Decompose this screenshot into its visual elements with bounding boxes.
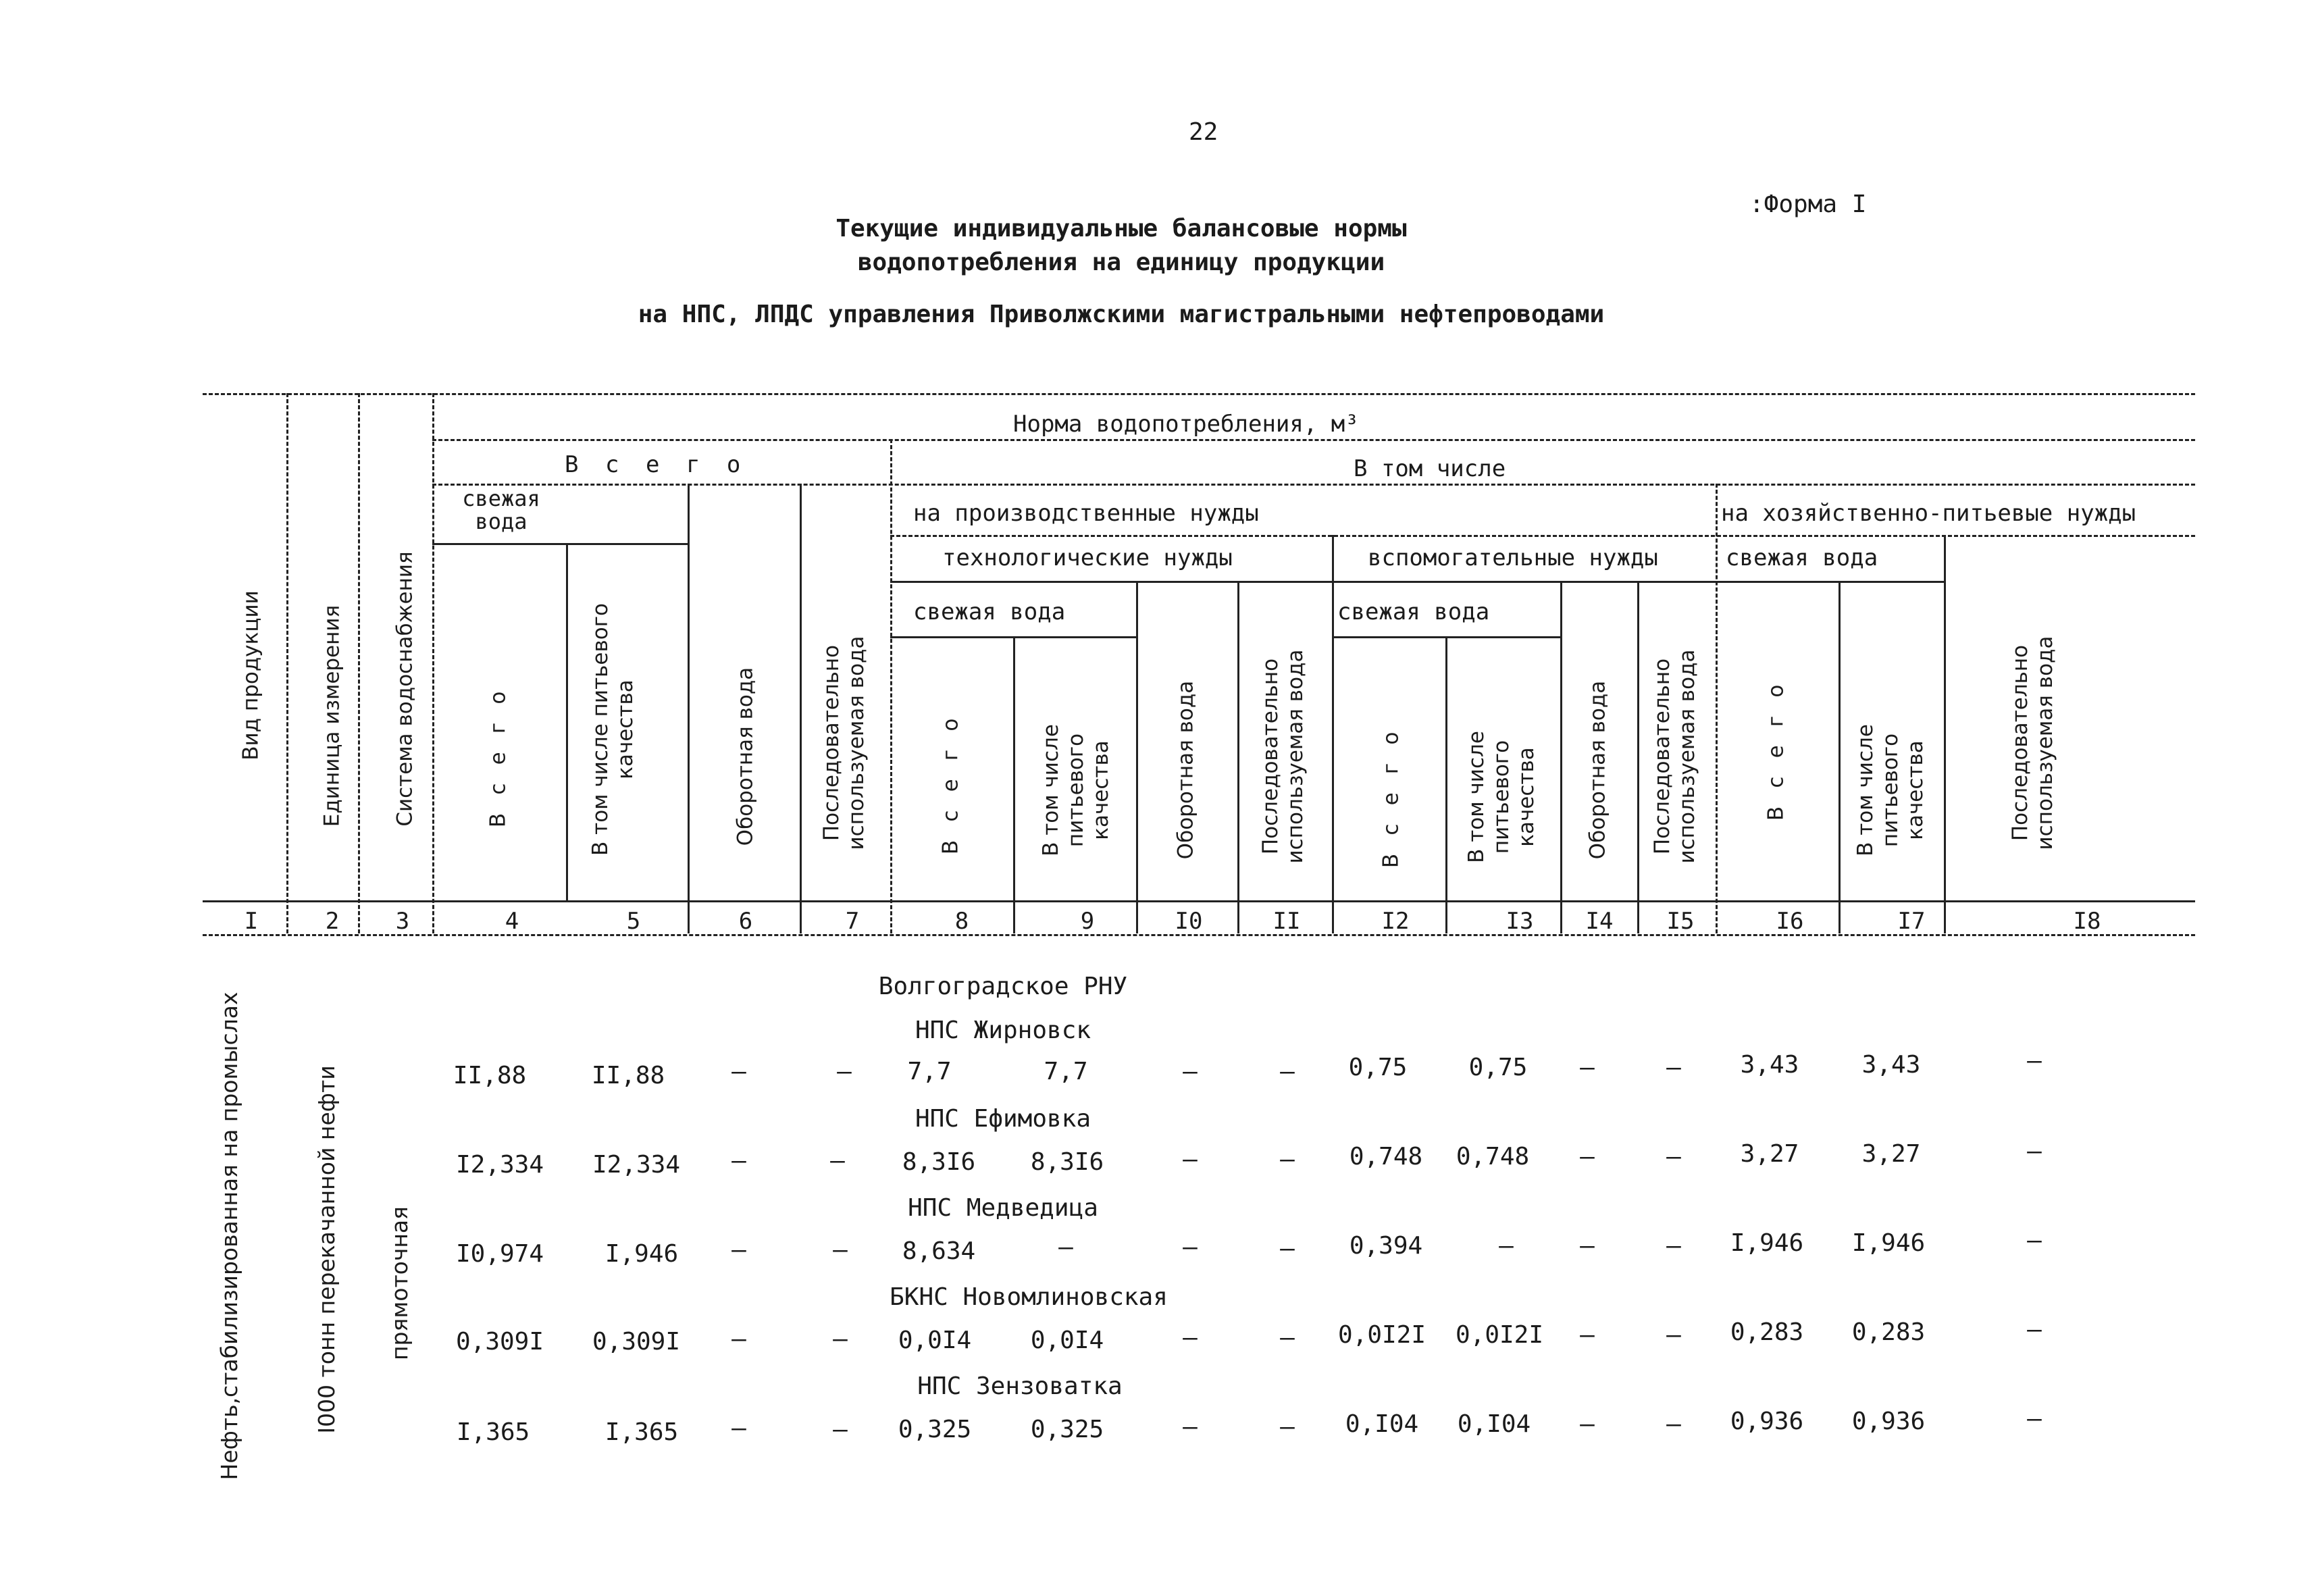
vline-3: [432, 393, 434, 933]
cell-aux-total: 0,748: [1349, 1143, 1423, 1170]
cell-tech-potable: 7,7: [1044, 1058, 1088, 1085]
cell-aux-recycled: –: [1580, 1232, 1595, 1260]
cell-potable: 0,309I: [592, 1328, 681, 1356]
col-sequential-4-header: Последовательно используемая вода: [2007, 636, 2057, 850]
vline-10: [1237, 581, 1239, 933]
cell-tech-total: 7,7: [907, 1058, 952, 1085]
vline-14: [1637, 581, 1639, 933]
vline-4: [566, 543, 568, 901]
cell-tech-sequential: –: [1280, 1324, 1295, 1352]
cell-tech-potable: 8,3I6: [1030, 1148, 1104, 1176]
cell-house-potable: 3,27: [1861, 1140, 1921, 1168]
cell-house-total: 0,936: [1730, 1408, 1804, 1435]
rule-header-bottom: [203, 900, 2195, 902]
column-number: 7: [845, 908, 860, 935]
col-potable-4-header: В том числе питьевого качества: [1853, 724, 1928, 856]
column-number: I6: [1776, 908, 1804, 935]
header-technological-needs: технологические нужды: [942, 544, 1233, 571]
cell-aux-potable: 0,I04: [1457, 1410, 1531, 1438]
cell-tech-recycled: –: [1183, 1058, 1198, 1085]
rule-fresh-bottom: [432, 543, 688, 545]
unit-label: I000 тонн перекачанной нефти: [313, 1065, 340, 1434]
column-number: 4: [505, 908, 519, 935]
col-sequential-2-header: Последовательно используемая вода: [1258, 649, 1308, 864]
cell-tech-total: 8,3I6: [902, 1148, 976, 1176]
header-norm: Норма водопотребления, м³: [1013, 411, 1359, 438]
col-potable-3-header: В том числе питьевого качества: [1464, 731, 1539, 863]
vline-12: [1445, 636, 1447, 933]
cell-tech-total: 8,634: [902, 1237, 976, 1265]
header-fresh-water: свежая вода: [462, 486, 540, 534]
cell-tech-potable: –: [1058, 1233, 1073, 1261]
cell-aux-recycled: –: [1580, 1143, 1595, 1170]
cell-tech-recycled: –: [1183, 1233, 1198, 1261]
cell-tech-sequential: –: [1280, 1235, 1295, 1262]
rule-top: [203, 393, 2195, 395]
col-total-4-header: В с е г о: [1764, 678, 1789, 821]
cell-aux-potable: –: [1499, 1232, 1514, 1260]
product-label: Нефть,стабилизированная на промыслах: [216, 992, 243, 1481]
cell-aux-total: 0,394: [1349, 1232, 1423, 1260]
region-title: Волгоградское РНУ: [878, 973, 1128, 1000]
column-number: I7: [1897, 908, 1926, 935]
cell-house-sequential: –: [2027, 1316, 2042, 1343]
cell-aux-potable: 0,0I2I: [1455, 1321, 1544, 1349]
col-system-header: Система водоснабжения: [392, 551, 417, 827]
cell-tech-potable: 0,325: [1030, 1416, 1104, 1443]
column-number: I0: [1175, 908, 1203, 935]
cell-aux-total: 0,I04: [1345, 1410, 1419, 1438]
header-fresh-water-tech: свежая вода: [913, 598, 1066, 625]
form-label: :Форма I: [1749, 190, 1867, 218]
cell-house-sequential: –: [2027, 1227, 2042, 1254]
column-number: 3: [395, 908, 410, 935]
header-total: В с е г о: [565, 451, 747, 478]
cell-house-potable: 0,936: [1851, 1408, 1926, 1435]
cell-house-potable: 0,283: [1851, 1318, 1926, 1346]
cell-aux-sequential: –: [1666, 1321, 1681, 1349]
vline-7: [890, 439, 892, 933]
cell-tech-total: 0,325: [898, 1416, 972, 1443]
cell-total: I,365: [456, 1418, 530, 1446]
vline-2: [358, 393, 360, 933]
cell-house-total: 3,43: [1740, 1051, 1799, 1079]
vline-15: [1716, 484, 1718, 933]
system-label: прямоточная: [386, 1206, 413, 1361]
rule-total-bottom: [432, 484, 2195, 486]
vline-6: [800, 484, 802, 933]
station-name: НПС Ефимовка: [915, 1105, 1091, 1133]
cell-tech-potable: 0,0I4: [1030, 1327, 1104, 1354]
col-recycled-3-header: Оборотная вода: [1585, 680, 1610, 860]
vline-11: [1332, 535, 1334, 933]
col-product-header: Вид продукции: [238, 590, 263, 761]
header-fresh-water-aux: свежая вода: [1337, 598, 1490, 625]
cell-recycled: –: [731, 1147, 746, 1175]
col-total-3-header: В с е г о: [1379, 725, 1404, 869]
cell-recycled: –: [731, 1414, 746, 1442]
column-number: II: [1272, 908, 1301, 935]
cell-aux-sequential: –: [1666, 1143, 1681, 1170]
cell-aux-recycled: –: [1580, 1321, 1595, 1349]
title-line-1: Текущие индивидуальные балансовые нормы: [835, 215, 1407, 242]
vline-17: [1944, 535, 1946, 933]
column-number: I8: [2073, 908, 2101, 935]
column-number: 6: [738, 908, 753, 935]
cell-aux-sequential: –: [1666, 1410, 1681, 1438]
cell-house-sequential: –: [2027, 1137, 2042, 1165]
cell-aux-total: 0,75: [1348, 1054, 1408, 1081]
column-number: 8: [954, 908, 969, 935]
column-number: I: [244, 908, 259, 935]
rule-fresh-house-bottom: [1716, 581, 1944, 583]
cell-tech-recycled: –: [1183, 1324, 1198, 1352]
cell-sequential: –: [837, 1058, 852, 1085]
station-name: БКНС Новомлиновская: [890, 1283, 1168, 1311]
col-unit-header: Единица измерения: [319, 604, 344, 827]
cell-sequential: –: [830, 1147, 845, 1175]
cell-house-potable: I,946: [1851, 1229, 1926, 1257]
cell-house-total: I,946: [1730, 1229, 1804, 1257]
cell-potable: I,946: [605, 1240, 679, 1268]
rule-norm-bottom: [432, 439, 2195, 441]
cell-sequential: –: [833, 1416, 848, 1443]
cell-tech-recycled: –: [1183, 1413, 1198, 1441]
cell-recycled: –: [731, 1058, 746, 1085]
cell-aux-potable: 0,748: [1456, 1143, 1530, 1170]
station-name: НПС Медведица: [908, 1194, 1098, 1222]
page-number: 22: [1189, 118, 1218, 146]
cell-aux-recycled: –: [1580, 1054, 1595, 1081]
header-fresh-water-house: свежая вода: [1726, 544, 1878, 571]
cell-total: I0,974: [455, 1240, 544, 1268]
cell-potable: II,88: [591, 1062, 665, 1089]
cell-aux-potable: 0,75: [1468, 1054, 1528, 1081]
cell-total: II,88: [453, 1062, 527, 1089]
col-sequential-3-header: Последовательно используемая вода: [1649, 649, 1699, 864]
column-number: I2: [1381, 908, 1410, 935]
cell-tech-total: 0,0I4: [898, 1327, 972, 1354]
cell-house-sequential: –: [2027, 1405, 2042, 1433]
cell-total: I2,334: [455, 1151, 544, 1179]
header-including: В том числе: [1354, 455, 1506, 482]
col-potable-header: В том числе питьевого качества: [588, 603, 638, 856]
station-name: НПС Жирновск: [915, 1016, 1091, 1044]
column-number: 5: [626, 908, 641, 935]
header-production-needs: на производственные нужды: [913, 500, 1259, 527]
vline-9: [1136, 581, 1138, 933]
cell-aux-sequential: –: [1666, 1054, 1681, 1081]
vline-5: [688, 484, 690, 933]
cell-potable: I2,334: [592, 1151, 681, 1179]
col-potable-2-header: В том числе питьевого качества: [1039, 724, 1114, 856]
cell-house-total: 3,27: [1740, 1140, 1799, 1168]
header-auxiliary-needs: вспомогательные нужды: [1368, 544, 1658, 571]
column-number: I3: [1506, 908, 1534, 935]
col-total-header: В с е г о: [486, 685, 511, 828]
cell-house-sequential: –: [2027, 1047, 2042, 1075]
cell-tech-sequential: –: [1280, 1058, 1295, 1085]
cell-tech-sequential: –: [1280, 1413, 1295, 1441]
cell-sequential: –: [833, 1236, 848, 1264]
column-number: I5: [1666, 908, 1695, 935]
title-line-2: водопотребления на единицу продукции: [857, 249, 1385, 276]
col-total-2-header: В с е г о: [938, 712, 963, 855]
col-sequential-header: Последовательно используемая вода: [819, 636, 869, 850]
cell-recycled: –: [731, 1236, 746, 1264]
column-number: 2: [325, 908, 340, 935]
station-name: НПС Зензоватка: [917, 1372, 1123, 1400]
vline-1: [286, 393, 288, 933]
vline-13: [1560, 581, 1562, 933]
rule-needs-bottom: [890, 535, 2195, 537]
cell-aux-sequential: –: [1666, 1232, 1681, 1260]
cell-total: 0,309I: [455, 1328, 544, 1356]
cell-potable: I,365: [605, 1418, 679, 1446]
cell-tech-sequential: –: [1280, 1145, 1295, 1173]
col-recycled-header: Оборотная вода: [733, 667, 758, 846]
cell-sequential: –: [833, 1325, 848, 1353]
cell-house-total: 0,283: [1730, 1318, 1804, 1346]
vline-16: [1839, 581, 1841, 933]
header-household-needs: на хозяйственно-питьевые нужды: [1721, 500, 2136, 527]
cell-recycled: –: [731, 1325, 746, 1353]
title-line-3: на НПС, ЛПДС управления Приволжскими магистральными нефтепроводами: [638, 301, 1605, 328]
column-number: I4: [1585, 908, 1614, 935]
cell-tech-recycled: –: [1183, 1145, 1198, 1173]
vline-8: [1013, 636, 1015, 933]
cell-house-potable: 3,43: [1861, 1051, 1921, 1079]
cell-aux-total: 0,0I2I: [1337, 1321, 1426, 1349]
cell-aux-recycled: –: [1580, 1410, 1595, 1438]
col-recycled-2-header: Оборотная вода: [1173, 680, 1198, 860]
column-number: 9: [1080, 908, 1095, 935]
